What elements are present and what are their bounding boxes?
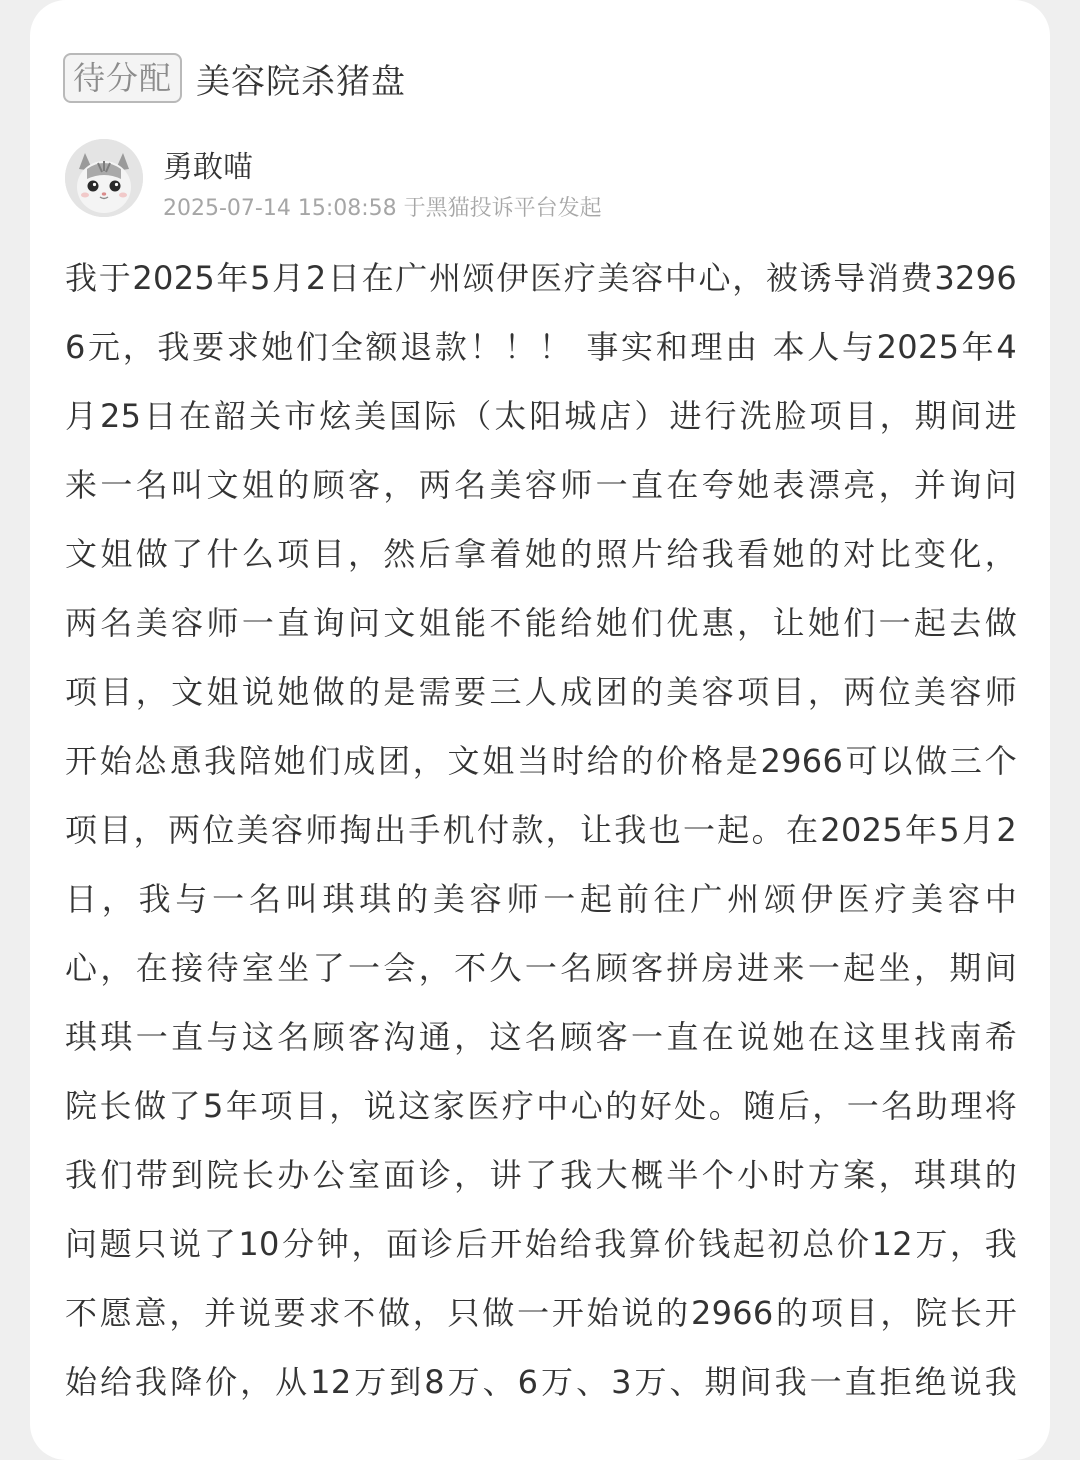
complaint-body	[65, 244, 1017, 1417]
body-line: 琪琪一直与这名顾客沟通，这名顾客一直在说她在这里找南希	[65, 1018, 1017, 1056]
body-line: 6元，我要求她们全额退款！！！ 事实和理由 本人与2025年4	[65, 328, 1017, 366]
body-line: 问题只说了10分钟，面诊后开始给我算价钱起初总价12万，我	[65, 1225, 1017, 1263]
body-line: 两名美容师一直询问文姐能不能给她们优惠，让她们一起去做	[65, 604, 1017, 642]
body-line: 月25日在韶关市炫美国际（太阳城店）进行洗脸项目，期间进	[65, 397, 1017, 435]
status-badge: 待分配	[63, 53, 182, 103]
body-line: 项目，两位美容师掏出手机付款，让我也一起。在2025年5月2	[65, 811, 1017, 849]
post-meta: 2025-07-14 15:08:58 于黑猫投诉平台发起	[163, 196, 602, 221]
body-line: 文姐做了什么项目，然后拿着她的照片给我看她的对比变化，	[65, 535, 1017, 573]
title-row	[63, 53, 406, 103]
body-line: 开始怂恿我陪她们成团，文姐当时给的价格是2966可以做三个	[65, 742, 1017, 780]
body-line: 项目，文姐说她做的是需要三人成团的美容项目，两位美容师	[65, 673, 1017, 711]
cat-avatar-icon[interactable]	[65, 139, 143, 217]
body-line: 心，在接待室坐了一会，不久一名顾客拼房进来一起坐，期间	[65, 949, 1017, 987]
author-name[interactable]: 勇敢喵	[163, 150, 253, 185]
body-line: 我于2025年5月2日在广州颂伊医疗美容中心，被诱导消费3296	[65, 259, 1017, 297]
complaint-card	[30, 0, 1050, 1460]
body-line: 院长做了5年项目，说这家医疗中心的好处。随后，一名助理将	[65, 1087, 1017, 1125]
body-line: 始给我降价，从12万到8万、6万、3万、期间我一直拒绝说我	[65, 1363, 1017, 1401]
cat-avatar-drawing	[65, 139, 143, 217]
body-line: 日，我与一名叫琪琪的美容师一起前往广州颂伊医疗美容中	[65, 880, 1017, 918]
body-line: 来一名叫文姐的顾客，两名美容师一直在夸她表漂亮，并询问	[65, 466, 1017, 504]
body-line: 不愿意，并说要求不做，只做一开始说的2966的项目，院长开	[65, 1294, 1017, 1332]
body-line: 我们带到院长办公室面诊，讲了我大概半个小时方案，琪琪的	[65, 1156, 1017, 1194]
complaint-title: 美容院杀猪盘	[196, 61, 407, 102]
